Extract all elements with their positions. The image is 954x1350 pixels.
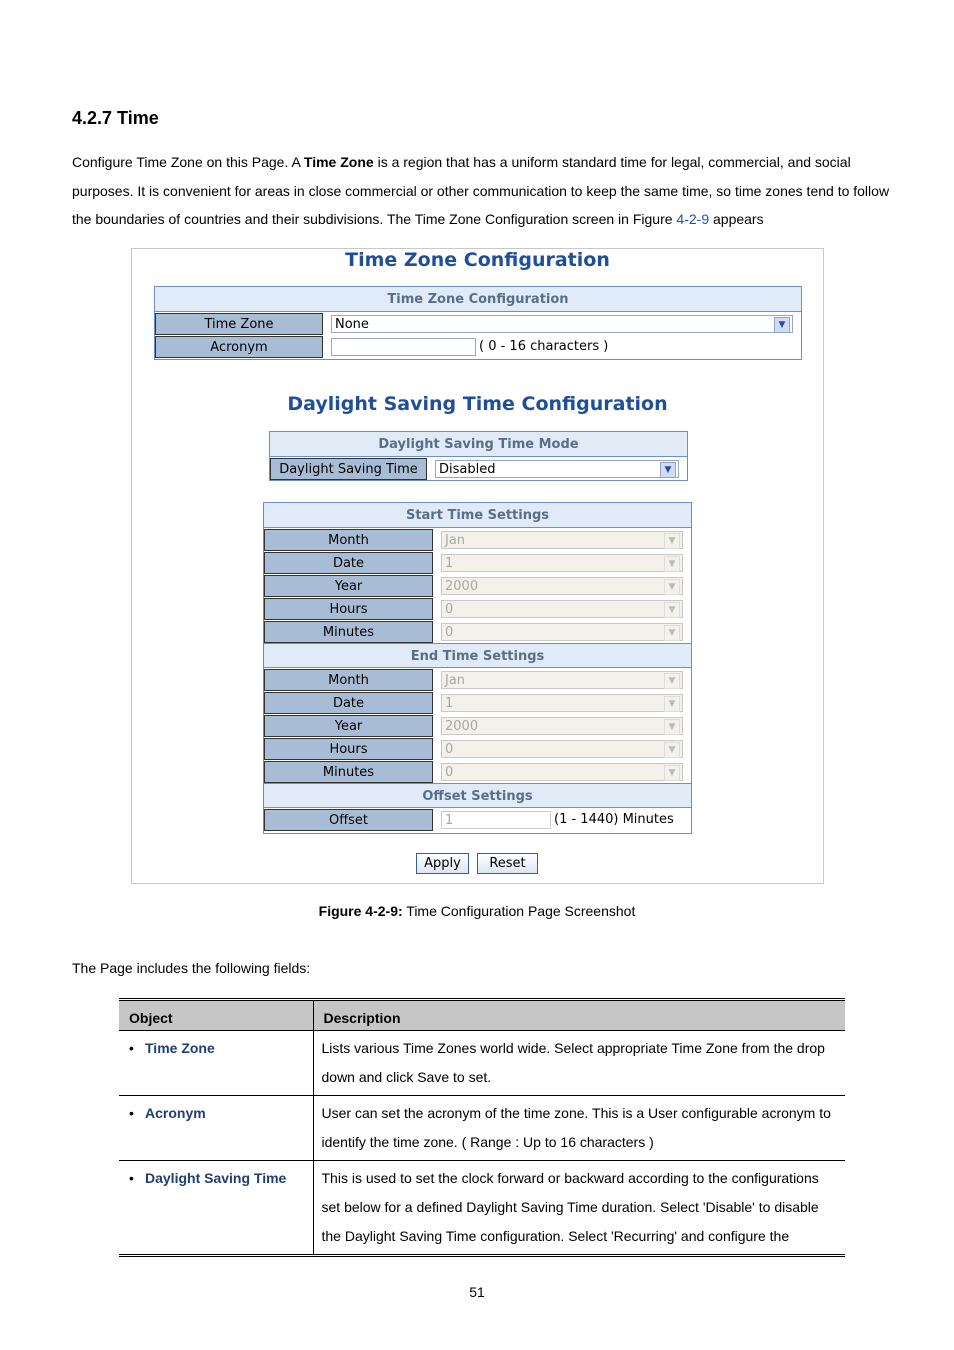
start-time-rows <box>264 528 691 643</box>
start-time-value: 0 <box>445 602 454 617</box>
figure-link[interactable]: 4-2-9 <box>676 211 710 227</box>
offset-header: Offset Settings <box>264 783 691 808</box>
tz-page-title: Time Zone Configuration <box>345 249 610 271</box>
acronym-label: Acronym <box>155 336 323 358</box>
intro-text-2: is a region that has a uniform standard time for legal, commercial, and social purposes. It is convenient for areas in close commercial or other communication to keep the same time, so time zones tend to follow the boundaries of countries and their subdivisions. The Time Zone Configuration screen in Figure <box>72 154 890 227</box>
object-name: Acronym <box>145 1105 206 1121</box>
bullet-icon: • <box>129 1105 134 1121</box>
chevron-down-icon[interactable]: ▼ <box>664 602 680 618</box>
start-time-value: 0 <box>445 625 454 640</box>
object-name: Time Zone <box>145 1040 215 1056</box>
end-time-rows <box>264 668 691 783</box>
chevron-down-icon[interactable]: ▼ <box>664 533 680 549</box>
caption-label: Figure 4-2-9: <box>318 903 403 919</box>
object-cell <box>119 1096 313 1161</box>
start-time-row <box>264 597 691 620</box>
start-time-select[interactable] <box>441 531 683 549</box>
page-number: 51 <box>469 1284 485 1300</box>
intro-bold: Time Zone <box>303 154 374 170</box>
start-time-select[interactable] <box>441 577 683 595</box>
acronym-input[interactable] <box>331 338 476 356</box>
reset-button[interactable]: Reset <box>477 853 538 874</box>
end-time-select[interactable] <box>441 717 683 735</box>
chevron-down-icon[interactable]: ▼ <box>664 765 680 781</box>
start-time-value: 2000 <box>445 579 479 594</box>
description-cell: User can set the acronym of the time zone. This is a User configurable acronym to identify the time zone. ( Range : Up to 16 characters ) <box>313 1096 845 1161</box>
chevron-down-icon[interactable]: ▼ <box>664 719 680 735</box>
fields-table <box>119 998 845 1257</box>
end-time-value: 1 <box>445 696 454 711</box>
bullet-icon: • <box>129 1170 134 1186</box>
chevron-down-icon[interactable]: ▼ <box>664 625 680 641</box>
start-time-select[interactable] <box>441 623 683 641</box>
start-time-row <box>264 528 691 551</box>
start-time-label: Year <box>264 575 433 597</box>
description-cell: Lists various Time Zones world wide. Select appropriate Time Zone from the drop down and click Save to set. <box>313 1031 845 1096</box>
object-cell <box>119 1161 313 1256</box>
end-time-value: 2000 <box>445 719 479 734</box>
chevron-down-icon[interactable]: ▼ <box>664 579 680 595</box>
column-header-object: Object <box>119 1000 313 1031</box>
start-time-label: Date <box>264 552 433 574</box>
apply-button[interactable]: Apply <box>416 853 469 874</box>
start-time-label: Minutes <box>264 621 433 643</box>
end-time-value: 0 <box>445 765 454 780</box>
intro-text-1: Configure Time Zone on this Page. A <box>72 154 304 170</box>
start-time-row <box>264 620 691 643</box>
end-time-select[interactable] <box>441 671 683 689</box>
end-time-select[interactable] <box>441 740 683 758</box>
column-header-description: Description <box>313 1000 845 1031</box>
end-time-row <box>264 714 691 737</box>
end-time-select[interactable] <box>441 694 683 712</box>
chevron-down-icon[interactable]: ▼ <box>660 462 676 478</box>
screenshot-frame <box>131 248 824 884</box>
start-time-label: Hours <box>264 598 433 620</box>
offset-input[interactable]: 1 <box>441 811 551 829</box>
object-name: Daylight Saving Time <box>145 1170 287 1186</box>
timezone-table <box>154 286 802 360</box>
fields-intro: The Page includes the following fields: <box>72 960 311 976</box>
end-time-value: 0 <box>445 742 454 757</box>
end-time-label: Minutes <box>264 761 433 783</box>
dst-select[interactable] <box>435 460 679 478</box>
intro-paragraph <box>72 148 892 234</box>
timezone-value: None <box>335 317 369 332</box>
start-time-row <box>264 551 691 574</box>
dst-label: Daylight Saving Time <box>270 458 427 480</box>
figure-caption <box>0 903 954 919</box>
section-title: 4.2.7 Time <box>72 108 159 128</box>
end-time-row <box>264 668 691 691</box>
table-row <box>119 1096 845 1161</box>
table-row <box>119 1161 845 1256</box>
dst-page-title: Daylight Saving Time Configuration <box>287 393 668 415</box>
end-time-row <box>264 760 691 783</box>
end-time-row <box>264 691 691 714</box>
end-time-label: Year <box>264 715 433 737</box>
end-time-row <box>264 737 691 760</box>
chevron-down-icon[interactable]: ▼ <box>774 317 790 333</box>
offset-hint: (1 - 1440) Minutes <box>554 812 674 827</box>
chevron-down-icon[interactable]: ▼ <box>664 673 680 689</box>
description-cell: This is used to set the clock forward or backward according to the configurations set below for a defined Daylight Saving Time duration. Select 'Disable' to disable the Daylight Saving Time configuration. Select 'Recurring' and configure the <box>313 1161 845 1256</box>
dst-mode-header: Daylight Saving Time Mode <box>270 432 687 457</box>
start-time-value: 1 <box>445 556 454 571</box>
end-time-value: Jan <box>445 673 466 688</box>
end-time-label: Date <box>264 692 433 714</box>
bullet-icon: • <box>129 1040 134 1056</box>
caption-text: Time Configuration Page Screenshot <box>402 903 636 919</box>
start-time-label: Month <box>264 529 433 551</box>
table-row <box>119 1031 845 1096</box>
end-time-label: Month <box>264 669 433 691</box>
chevron-down-icon[interactable]: ▼ <box>664 556 680 572</box>
dst-mode-table <box>269 431 688 481</box>
timezone-table-header: Time Zone Configuration <box>155 287 801 312</box>
start-time-select[interactable] <box>441 554 683 572</box>
intro-text-3: appears <box>709 211 764 227</box>
chevron-down-icon[interactable]: ▼ <box>664 696 680 712</box>
start-time-header: Start Time Settings <box>264 503 691 528</box>
start-time-value: Jan <box>445 533 466 548</box>
start-time-row <box>264 574 691 597</box>
timezone-label: Time Zone <box>155 313 323 335</box>
end-time-select[interactable] <box>441 763 683 781</box>
dst-value: Disabled <box>439 462 496 477</box>
end-time-header: End Time Settings <box>264 643 691 668</box>
timezone-select[interactable] <box>331 315 793 333</box>
end-time-label: Hours <box>264 738 433 760</box>
offset-label: Offset <box>264 809 433 831</box>
chevron-down-icon[interactable]: ▼ <box>664 742 680 758</box>
object-cell <box>119 1031 313 1096</box>
acronym-hint: ( 0 - 16 characters ) <box>479 339 609 354</box>
dst-settings-table <box>263 502 692 834</box>
start-time-select[interactable] <box>441 600 683 618</box>
